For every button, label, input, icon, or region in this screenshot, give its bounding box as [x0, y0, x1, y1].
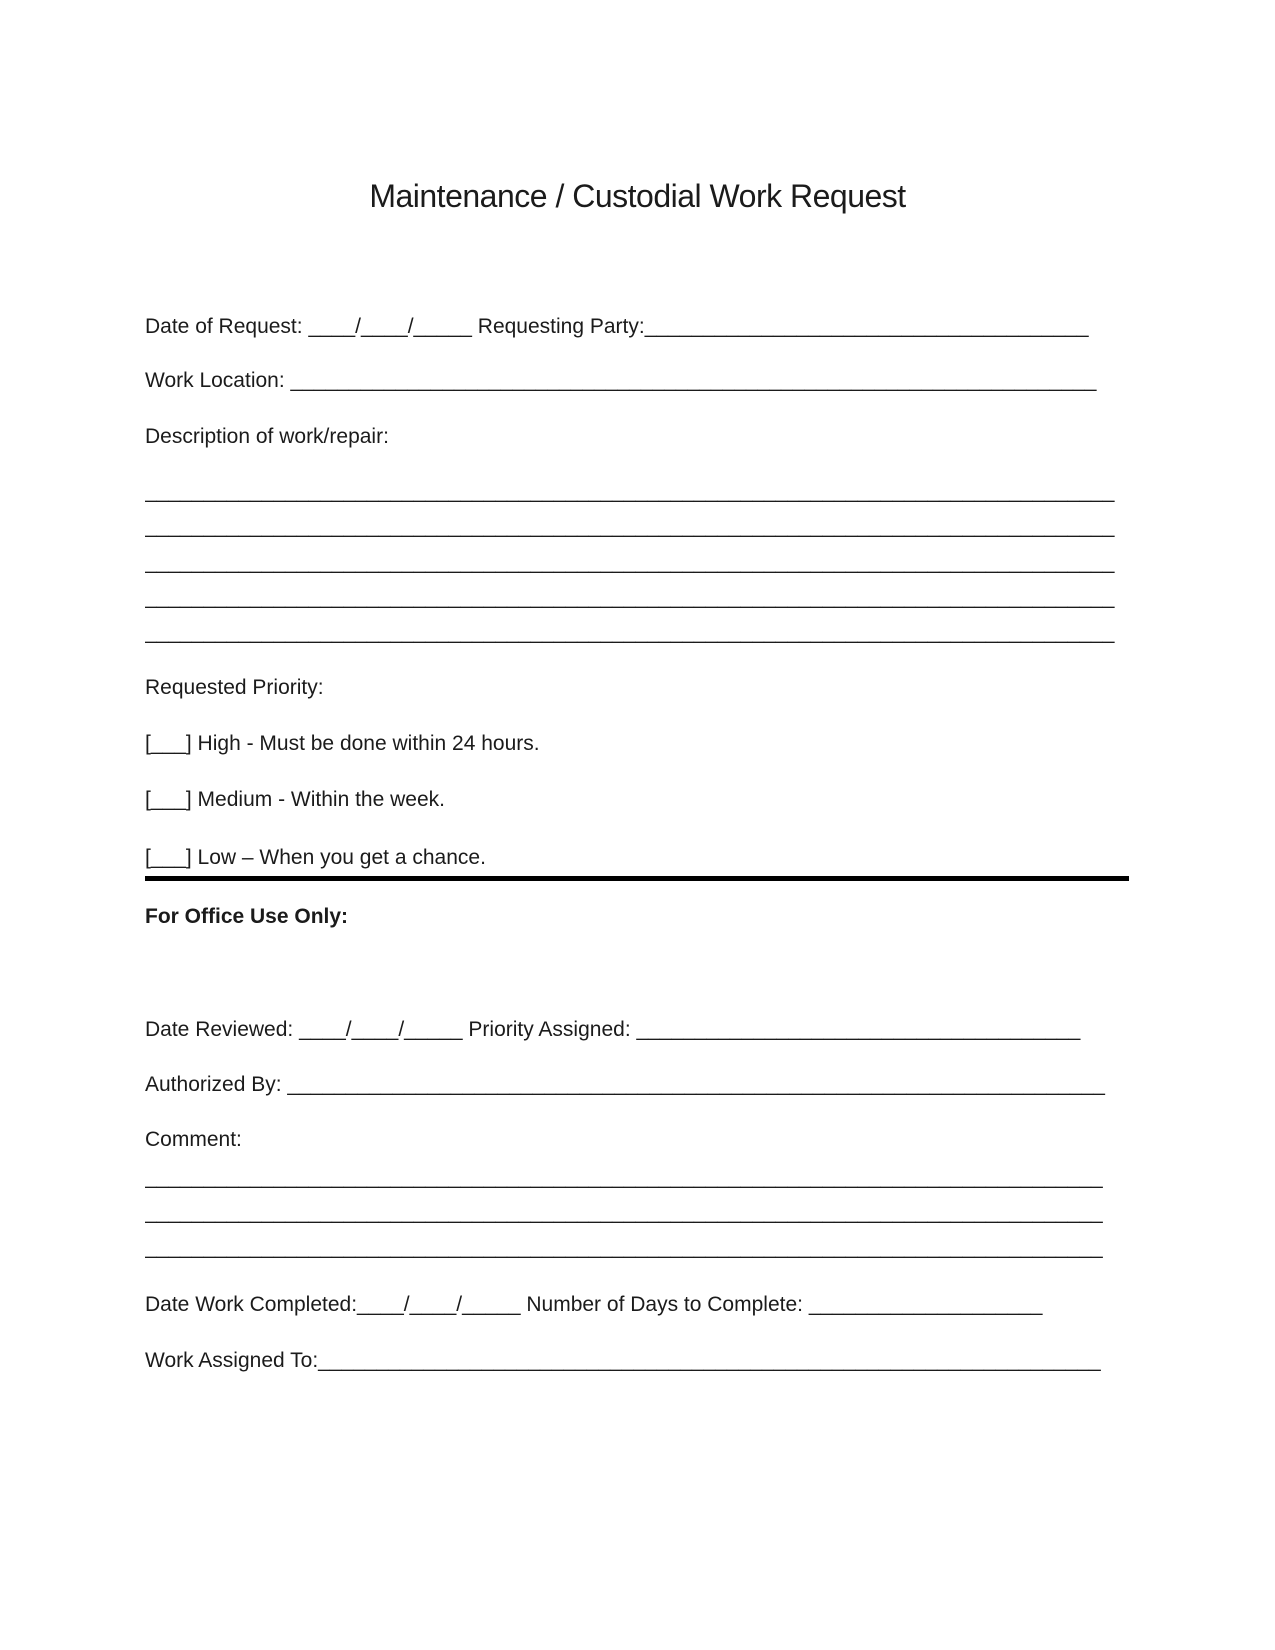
comment-line — [145, 1235, 1133, 1263]
comment-blank-line: __________________________________________________________________________________ — [145, 1236, 1103, 1259]
date-work-completed-label: Date Work Completed: — [145, 1293, 358, 1316]
priority-option-high-row — [145, 731, 1133, 759]
comment-label: Comment: — [145, 1128, 242, 1151]
description-line — [145, 585, 1133, 613]
description-blank-line: ___________________________________________________________________________________ — [145, 621, 1115, 644]
authorized-by-blank: ______________________________________________________________________ — [287, 1073, 1105, 1096]
description-blank-line: ___________________________________________________________________________________ — [145, 551, 1115, 574]
comment-line — [145, 1200, 1133, 1228]
priority-medium-label: Medium - Within the week. — [191, 788, 445, 811]
comment-line — [145, 1165, 1133, 1193]
comment-blank-line: __________________________________________________________________________________ — [145, 1166, 1103, 1189]
description-blank-line: ___________________________________________________________________________________ — [145, 480, 1115, 503]
requesting-party-blank: ______________________________________ — [644, 315, 1089, 338]
description-blank-line: ___________________________________________________________________________________ — [145, 515, 1115, 538]
priority-option-low-row — [145, 845, 1133, 873]
date-of-request-row — [145, 314, 1133, 342]
description-line — [145, 550, 1133, 578]
requested-priority-label: Requested Priority: — [145, 676, 324, 699]
comment-label-row — [145, 1127, 1133, 1155]
authorized-by-label: Authorized By: — [145, 1073, 288, 1096]
authorized-by-row — [145, 1072, 1133, 1100]
days-to-complete-label: Number of Days to Complete: — [520, 1293, 809, 1316]
date-of-request-label: Date of Request: — [145, 315, 309, 338]
description-line — [145, 514, 1133, 542]
description-label: Description of work/repair: — [145, 425, 389, 448]
date-work-completed-blank: ____/____/_____ — [357, 1293, 521, 1316]
priority-low-checkbox: [___] — [145, 846, 192, 869]
requesting-party-label: Requesting Party: — [471, 315, 645, 338]
requested-priority-row — [145, 675, 1133, 703]
work-assigned-blank: ___________________________________________________________________ — [318, 1349, 1101, 1372]
work-assigned-label: Work Assigned To: — [145, 1349, 319, 1372]
date-reviewed-blank: ____/____/_____ — [299, 1018, 463, 1041]
work-location-row — [145, 368, 1133, 396]
office-use-heading-text: For Office Use Only: — [145, 905, 349, 928]
office-use-heading — [145, 904, 1133, 932]
priority-low-label: Low – When you get a chance. — [191, 846, 486, 869]
priority-assigned-label: Priority Assigned: — [462, 1018, 637, 1041]
days-to-complete-blank: ____________________ — [808, 1293, 1043, 1316]
priority-medium-checkbox: [___] — [145, 788, 192, 811]
date-work-completed-row — [145, 1292, 1133, 1320]
work-assigned-row — [145, 1348, 1133, 1376]
comment-blank-line: __________________________________________________________________________________ — [145, 1201, 1103, 1224]
description-label-row — [145, 424, 1133, 452]
priority-high-label: High - Must be done within 24 hours. — [191, 732, 540, 755]
date-reviewed-row — [145, 1017, 1133, 1045]
priority-high-checkbox: [___] — [145, 732, 192, 755]
date-of-request-blank: ____/____/_____ — [308, 315, 472, 338]
date-reviewed-label: Date Reviewed: — [145, 1018, 300, 1041]
work-location-blank: _____________________________________________________________________ — [290, 369, 1097, 392]
description-line — [145, 479, 1133, 507]
form-title: Maintenance / Custodial Work Request — [369, 178, 906, 215]
description-line — [145, 620, 1133, 648]
priority-option-medium-row — [145, 787, 1133, 815]
work-location-label: Work Location: — [145, 369, 291, 392]
description-blank-line: ___________________________________________________________________________________ — [145, 586, 1115, 609]
section-divider-rule — [145, 876, 1129, 881]
priority-assigned-blank: ______________________________________ — [636, 1018, 1081, 1041]
